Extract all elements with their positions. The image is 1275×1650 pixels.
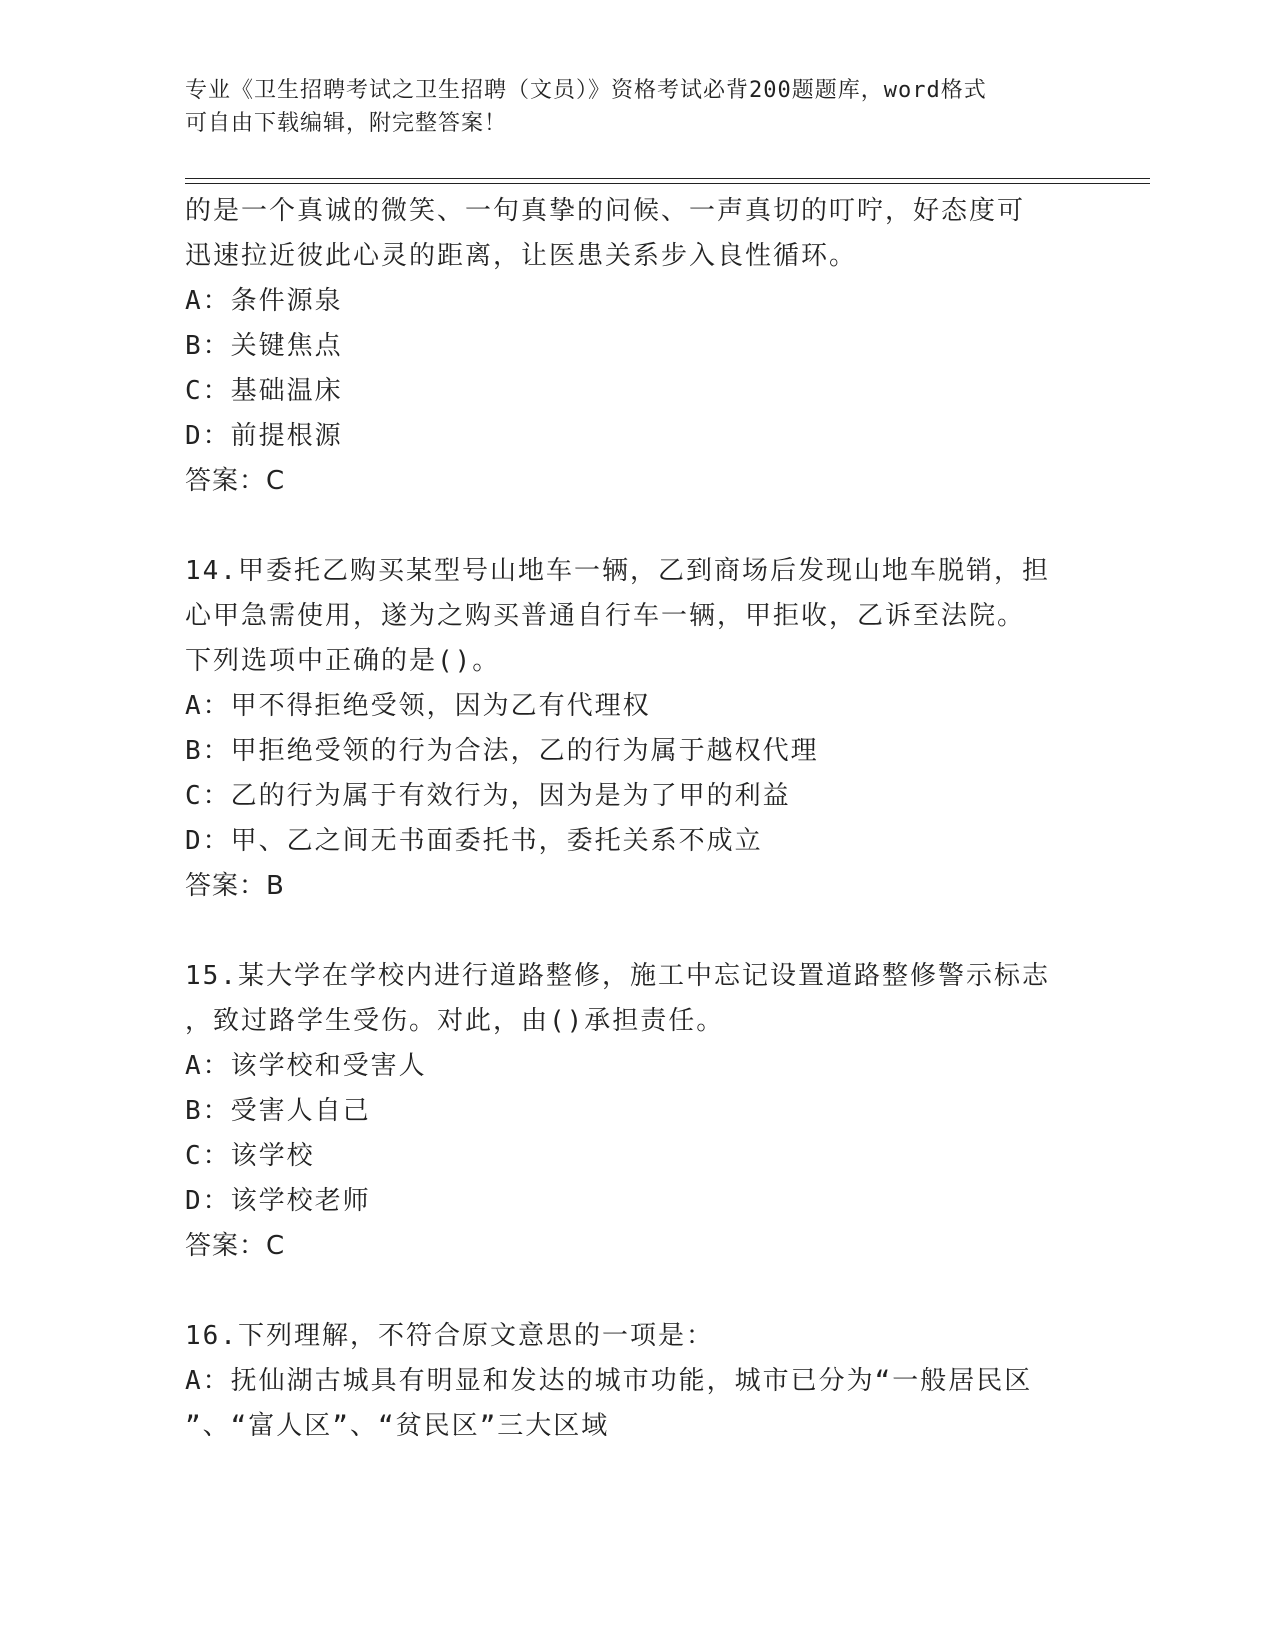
- option-b: B：甲拒绝受领的行为合法，乙的行为属于越权代理: [185, 736, 819, 766]
- option-b: B：关键焦点: [185, 331, 343, 361]
- option-a: A：该学校和受害人: [185, 1051, 427, 1081]
- option-c: C：基础温床: [185, 376, 343, 406]
- answer-line: 答案：C: [185, 1231, 286, 1261]
- option-b: B：受害人自己: [185, 1096, 371, 1126]
- option-d: D：前提根源: [185, 421, 343, 451]
- question-stem-line: 16.下列理解，不符合原文意思的一项是：: [185, 1321, 714, 1351]
- answer-line: 答案：B: [185, 871, 285, 901]
- question-spacer: [185, 504, 1090, 549]
- option-d: D：该学校老师: [185, 1186, 371, 1216]
- header-divider-top: [185, 178, 1150, 179]
- question-stem-line: 下列选项中正确的是()。: [185, 646, 501, 676]
- question-14: [185, 549, 1090, 909]
- answer-line: 答案：C: [185, 466, 286, 496]
- option-a: A：抚仙湖古城具有明显和发达的城市功能，城市已分为“一般居民区: [185, 1366, 1033, 1396]
- question-stem-line: ，致过路学生受伤。对此，由()承担责任。: [185, 1006, 725, 1036]
- document-body: [185, 189, 1090, 1449]
- question-stem-line: 迅速拉近彼此心灵的距离，让医患关系步入良性循环。: [185, 241, 858, 271]
- question-13: [185, 189, 1090, 504]
- question-stem-line: 心甲急需使用，遂为之购买普通自行车一辆，甲拒收，乙诉至法院。: [185, 601, 1026, 631]
- question-16: [185, 1314, 1090, 1449]
- header-title-line-2: 可自由下载编辑，附完整答案！: [185, 111, 508, 136]
- option-a: A：甲不得拒绝受领，因为乙有代理权: [185, 691, 651, 721]
- header-title-line-1: 专业《卫生招聘考试之卫生招聘（文员）》资格考试必背200题题库，word格式: [185, 78, 987, 103]
- header-divider-bottom: [185, 183, 1150, 184]
- question-stem-line: 14.甲委托乙购买某型号山地车一辆，乙到商场后发现山地车脱销，担: [185, 556, 1050, 586]
- option-a-continued: ”、“富人区”、“贫民区”三大区域: [185, 1411, 610, 1441]
- question-spacer: [185, 1269, 1090, 1314]
- option-a: A：条件源泉: [185, 286, 343, 316]
- option-c: C：该学校: [185, 1141, 315, 1171]
- option-d: D：甲、乙之间无书面委托书，委托关系不成立: [185, 826, 763, 856]
- question-stem-line: 的是一个真诚的微笑、一句真挚的问候、一声真切的叮咛，好态度可: [185, 196, 1026, 226]
- question-stem-line: 15.某大学在学校内进行道路整修，施工中忘记设置道路整修警示标志: [185, 961, 1050, 991]
- option-c: C：乙的行为属于有效行为，因为是为了甲的利益: [185, 781, 791, 811]
- question-15: [185, 954, 1090, 1269]
- page-header: [185, 74, 1105, 140]
- question-spacer: [185, 909, 1090, 954]
